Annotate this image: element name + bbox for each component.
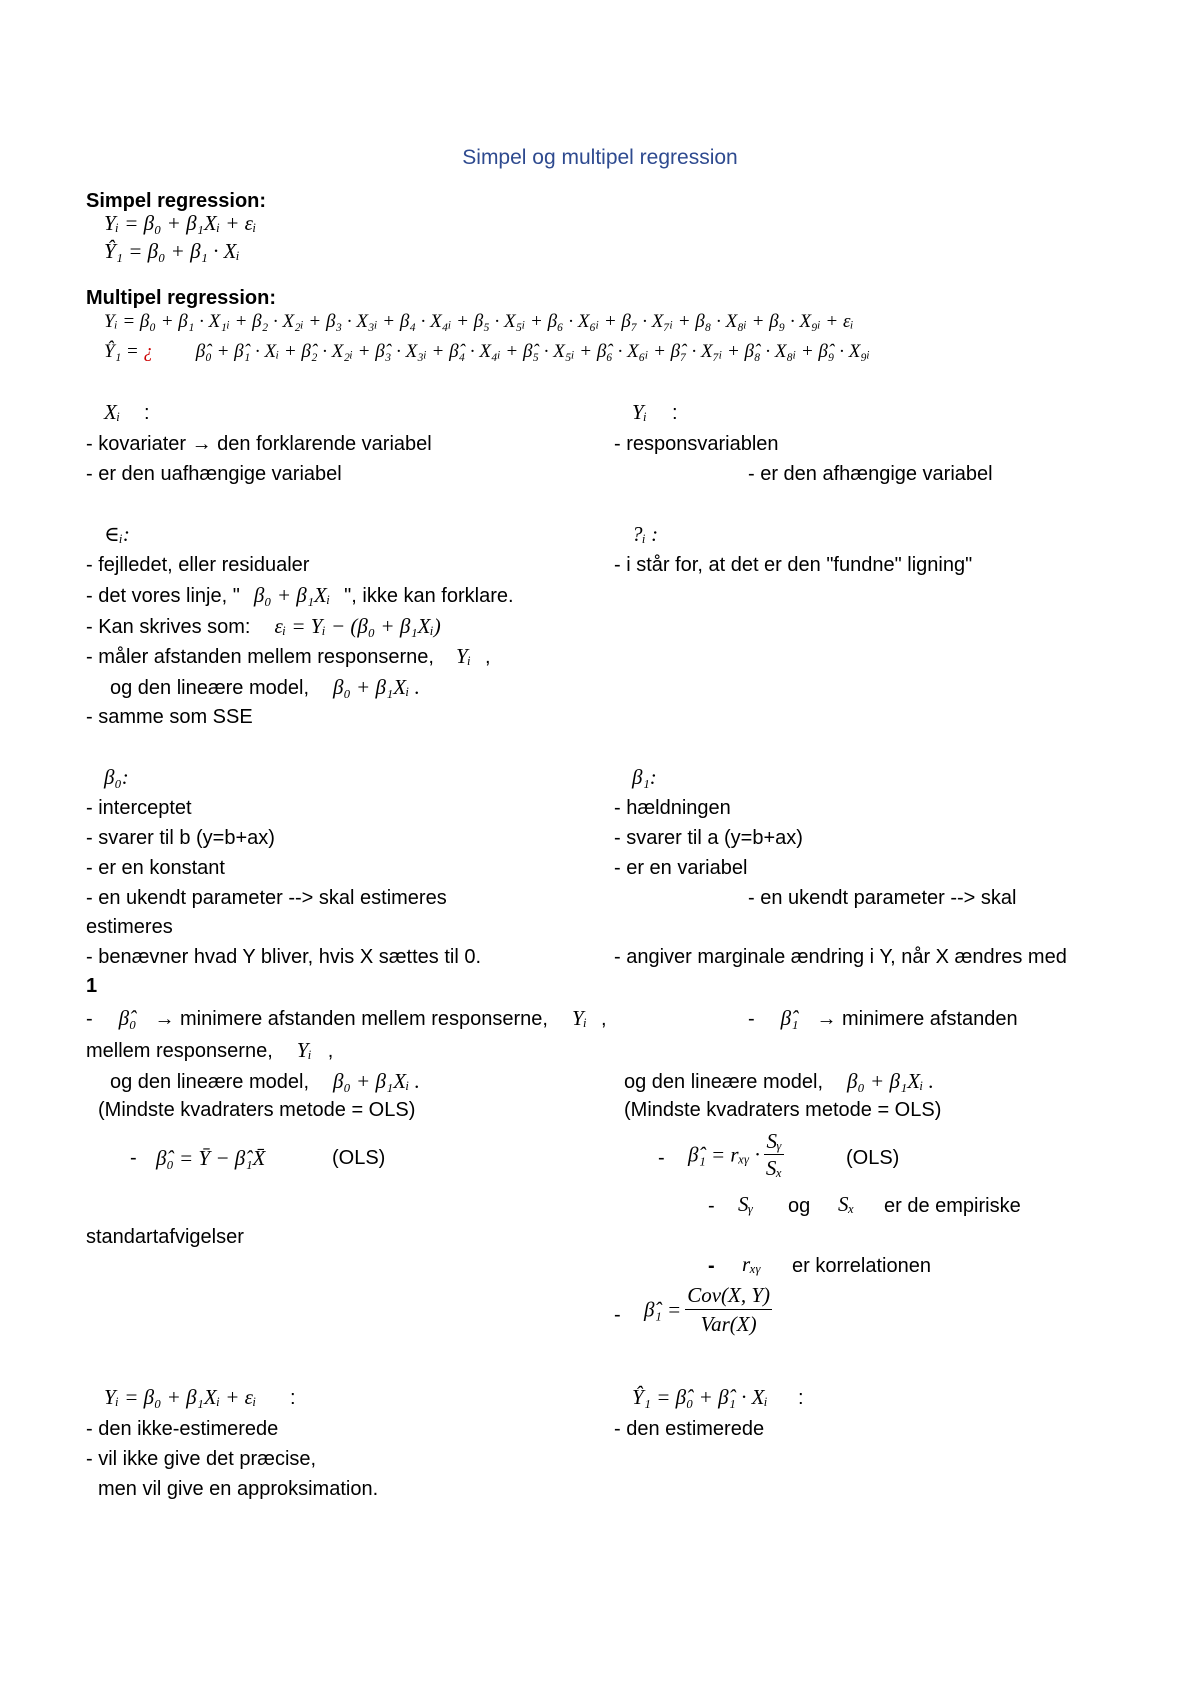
linear-model-right: [624, 1069, 934, 1094]
simple-equation-1: Yᵢ = β₀ + β₁Xᵢ + εᵢ: [104, 211, 257, 235]
ols-beta1-lhs: β̂₁ = rₓᵧ ·: [688, 1142, 760, 1167]
beta0-line-2: - svarer til b (y=b+ax): [86, 827, 275, 849]
minimize-continuation-yi: Yᵢ: [296, 1038, 312, 1062]
ols-beta0-formula: β̂₀ = Ȳ − β̂₁X̄: [156, 1146, 266, 1170]
cov-formula-dash: -: [614, 1304, 621, 1326]
ols-beta1-label: (OLS): [846, 1147, 900, 1169]
minimize-beta0-yi: Yᵢ: [571, 1006, 587, 1030]
yi-line-1: - responsvariablen: [614, 433, 779, 455]
bottom-left-line-2: - vil ikke give det præcise,: [86, 1448, 317, 1470]
beta0-line-3: - er en konstant: [86, 857, 225, 879]
multiple-regression-heading: Multipel regression:: [86, 287, 277, 309]
beta1-line-4: - en ukendt parameter --> skal: [748, 887, 1017, 909]
epsilon-line-3: [86, 614, 441, 639]
r-xy-symbol: rₓᵧ: [742, 1252, 761, 1276]
beta1-line-5-continuation: 1: [86, 975, 98, 997]
linear-model-right-text: og den lineære model,: [624, 1071, 824, 1093]
xi-line-2: - er den uafhængige variabel: [86, 463, 342, 485]
epsilon-line-2: [86, 583, 514, 608]
bottom-left-line-1: - den ikke-estimerede: [86, 1418, 279, 1440]
page-title: Simpel og multipel regression: [462, 146, 738, 169]
cov-var-fraction: [685, 1281, 772, 1338]
ols-method-left: (Mindste kvadraters metode = OLS): [98, 1099, 416, 1121]
xi-line-1: - kovariater → den forklarende variabel: [86, 433, 432, 455]
multiple-equation-2-lhs: Ŷ₁ =: [104, 341, 139, 362]
minimize-beta1-math: β̂₁: [780, 1006, 799, 1030]
beta1-line-5: - angiver marginale ændring i Y, når X ændres med: [614, 946, 1067, 968]
simple-regression-heading: Simpel regression:: [86, 190, 267, 212]
minimize-beta0-dash: -: [86, 1008, 93, 1030]
ols-beta0-label: (OLS): [332, 1147, 386, 1169]
minimize-beta1-line: [748, 1006, 1018, 1031]
beta0-line-4: - en ukendt parameter --> skal estimeres: [86, 887, 447, 909]
multiple-equation-1: Yᵢ = β₀ + β₁ · X₁ᵢ + β₂ · X₂ᵢ + β₃ · X₃ᵢ + β₄ · X₄ᵢ + β₅ · X₅ᵢ + β₆ · X₆ᵢ + β₇ · X₇ᵢ + β₈ · X₈ᵢ + β₉ · X₉ᵢ + εᵢ: [104, 311, 854, 332]
yi-symbol: Yᵢ: [632, 400, 648, 424]
linear-model-left-text: og den lineære model,: [110, 1071, 310, 1093]
sy-over-sx-fraction: [764, 1128, 784, 1181]
multiple-equation-2: [104, 340, 870, 364]
ols-beta0-dash: -: [130, 1147, 137, 1169]
minimize-beta1-text: → minimere afstanden: [816, 1008, 1018, 1030]
epsilon-line-2-text: - det vores linje, ": [86, 585, 240, 607]
beta0-symbol: β₀:: [104, 765, 129, 789]
multiple-equation-2-rhs: β̂₀ + β̂₁ · Xᵢ + β̂₂ · X₂ᵢ + β̂₃ · X₃ᵢ + β̂₄ · X₄ᵢ + β̂₅ · X₅ᵢ + β̂₆ · X₆ᵢ + β̂₇ · X₇ᵢ + β̂₈ · X₈ᵢ + β̂₉ · X₉ᵢ: [195, 341, 870, 362]
sy-symbol: Sᵧ: [738, 1192, 754, 1216]
epsilon-line-4-end: ,: [484, 646, 491, 668]
minimize-continuation-comma: ,: [327, 1040, 334, 1062]
linear-model-left-math: β₀ + β₁Xᵢ .: [333, 1069, 420, 1093]
minimize-beta0-line: [86, 1006, 607, 1031]
bottom-right-line-1: - den estimerede: [614, 1418, 765, 1440]
bottom-left-colon: :: [290, 1387, 296, 1409]
epsilon-symbol: ∈ᵢ:: [104, 522, 130, 546]
epsilon-line-4-text: - måler afstanden mellem responserne,: [86, 646, 434, 668]
sy-over-sx-numerator: Sᵧ: [764, 1128, 784, 1155]
epsilon-line-5-text: og den lineære model,: [110, 677, 310, 699]
minimize-continuation: [86, 1038, 333, 1063]
epsilon-line-3-text: - Kan skrives som:: [86, 616, 251, 638]
minimize-beta0-math: β̂₀: [118, 1006, 137, 1030]
ols-beta1-formula: [688, 1128, 784, 1181]
beta0-line-5: estimeres: [86, 916, 173, 938]
epsilon-line-1: - fejlledet, eller residualer: [86, 554, 310, 576]
simple-equation-2: Ŷ₁ = β₀ + β₁ · Xᵢ: [104, 239, 240, 263]
epsilon-line-2-math: β₀ + β₁Xᵢ: [253, 583, 331, 607]
beta1-line-1: - hældningen: [614, 797, 731, 819]
sx-symbol: Sₓ: [838, 1192, 855, 1216]
ols-beta1-dash: -: [658, 1147, 665, 1169]
beta0-line-1: - interceptet: [86, 797, 192, 819]
yi-colon: :: [672, 402, 678, 424]
epsilon-line-5-math: β₀ + β₁Xᵢ .: [333, 675, 420, 699]
minimize-beta0-text: → minimere afstanden mellem responserne,: [154, 1008, 548, 1030]
beta0-line-6: - benævner hvad Y bliver, hvis X sættes til 0.: [86, 946, 482, 968]
standard-deviations-text: standartafvigelser: [86, 1226, 244, 1248]
empirical-text: er de empiriske: [884, 1195, 1021, 1217]
bottom-left-line-3: men vil give en approksimation.: [98, 1478, 379, 1500]
minimize-beta1-dash: -: [748, 1008, 755, 1030]
hat-symbol: ?ᵢ :: [632, 522, 659, 546]
bottom-right-equation: Ŷ₁ = β̂₀ + β̂₁ · Xᵢ: [632, 1385, 768, 1409]
og-word: og: [788, 1195, 811, 1217]
bottom-left-equation: Yᵢ = β₀ + β₁Xᵢ + εᵢ: [104, 1385, 257, 1409]
linear-model-left: [110, 1069, 420, 1094]
cov-formula-lhs: β̂₁ =: [644, 1297, 682, 1322]
beta1-line-3: - er en variabel: [614, 857, 748, 879]
minimize-continuation-text: mellem responserne,: [86, 1040, 273, 1062]
epsilon-line-4-math: Yᵢ: [455, 644, 471, 668]
xi-symbol: Xᵢ: [104, 400, 121, 424]
minimize-beta0-comma: ,: [600, 1008, 607, 1030]
correlation-text: er korrelationen: [792, 1255, 931, 1277]
cov-formula: [644, 1281, 772, 1338]
epsilon-line-3-math: εᵢ = Yᵢ − (β₀ + β₁Xᵢ): [274, 614, 441, 638]
epsilon-line-4: [86, 644, 491, 669]
cov-numerator: Cov(X, Y): [685, 1281, 772, 1310]
linear-model-right-math: β₀ + β₁Xᵢ .: [847, 1069, 934, 1093]
ols-method-right: (Mindste kvadraters metode = OLS): [624, 1099, 942, 1121]
empirical-sd-dash: -: [708, 1195, 715, 1217]
bottom-right-colon: :: [798, 1387, 804, 1409]
beta1-symbol: β₁:: [632, 765, 657, 789]
var-denominator: Var(X): [700, 1312, 757, 1336]
sy-over-sx-denominator: Sₓ: [765, 1156, 783, 1180]
hat-line-1: - i står for, at det er den "fundne" ligning": [614, 554, 973, 576]
epsilon-line-6: - samme som SSE: [86, 706, 253, 728]
yi-line-2: - er den afhængige variabel: [748, 463, 993, 485]
epsilon-line-2-end: ", ikke kan forklare.: [344, 585, 514, 607]
correlation-dash: -: [708, 1255, 715, 1277]
epsilon-line-5: [110, 675, 420, 700]
xi-colon: :: [144, 402, 150, 424]
beta1-line-2: - svarer til a (y=b+ax): [614, 827, 803, 849]
unknown-symbol-marker: ¿: [143, 341, 153, 362]
